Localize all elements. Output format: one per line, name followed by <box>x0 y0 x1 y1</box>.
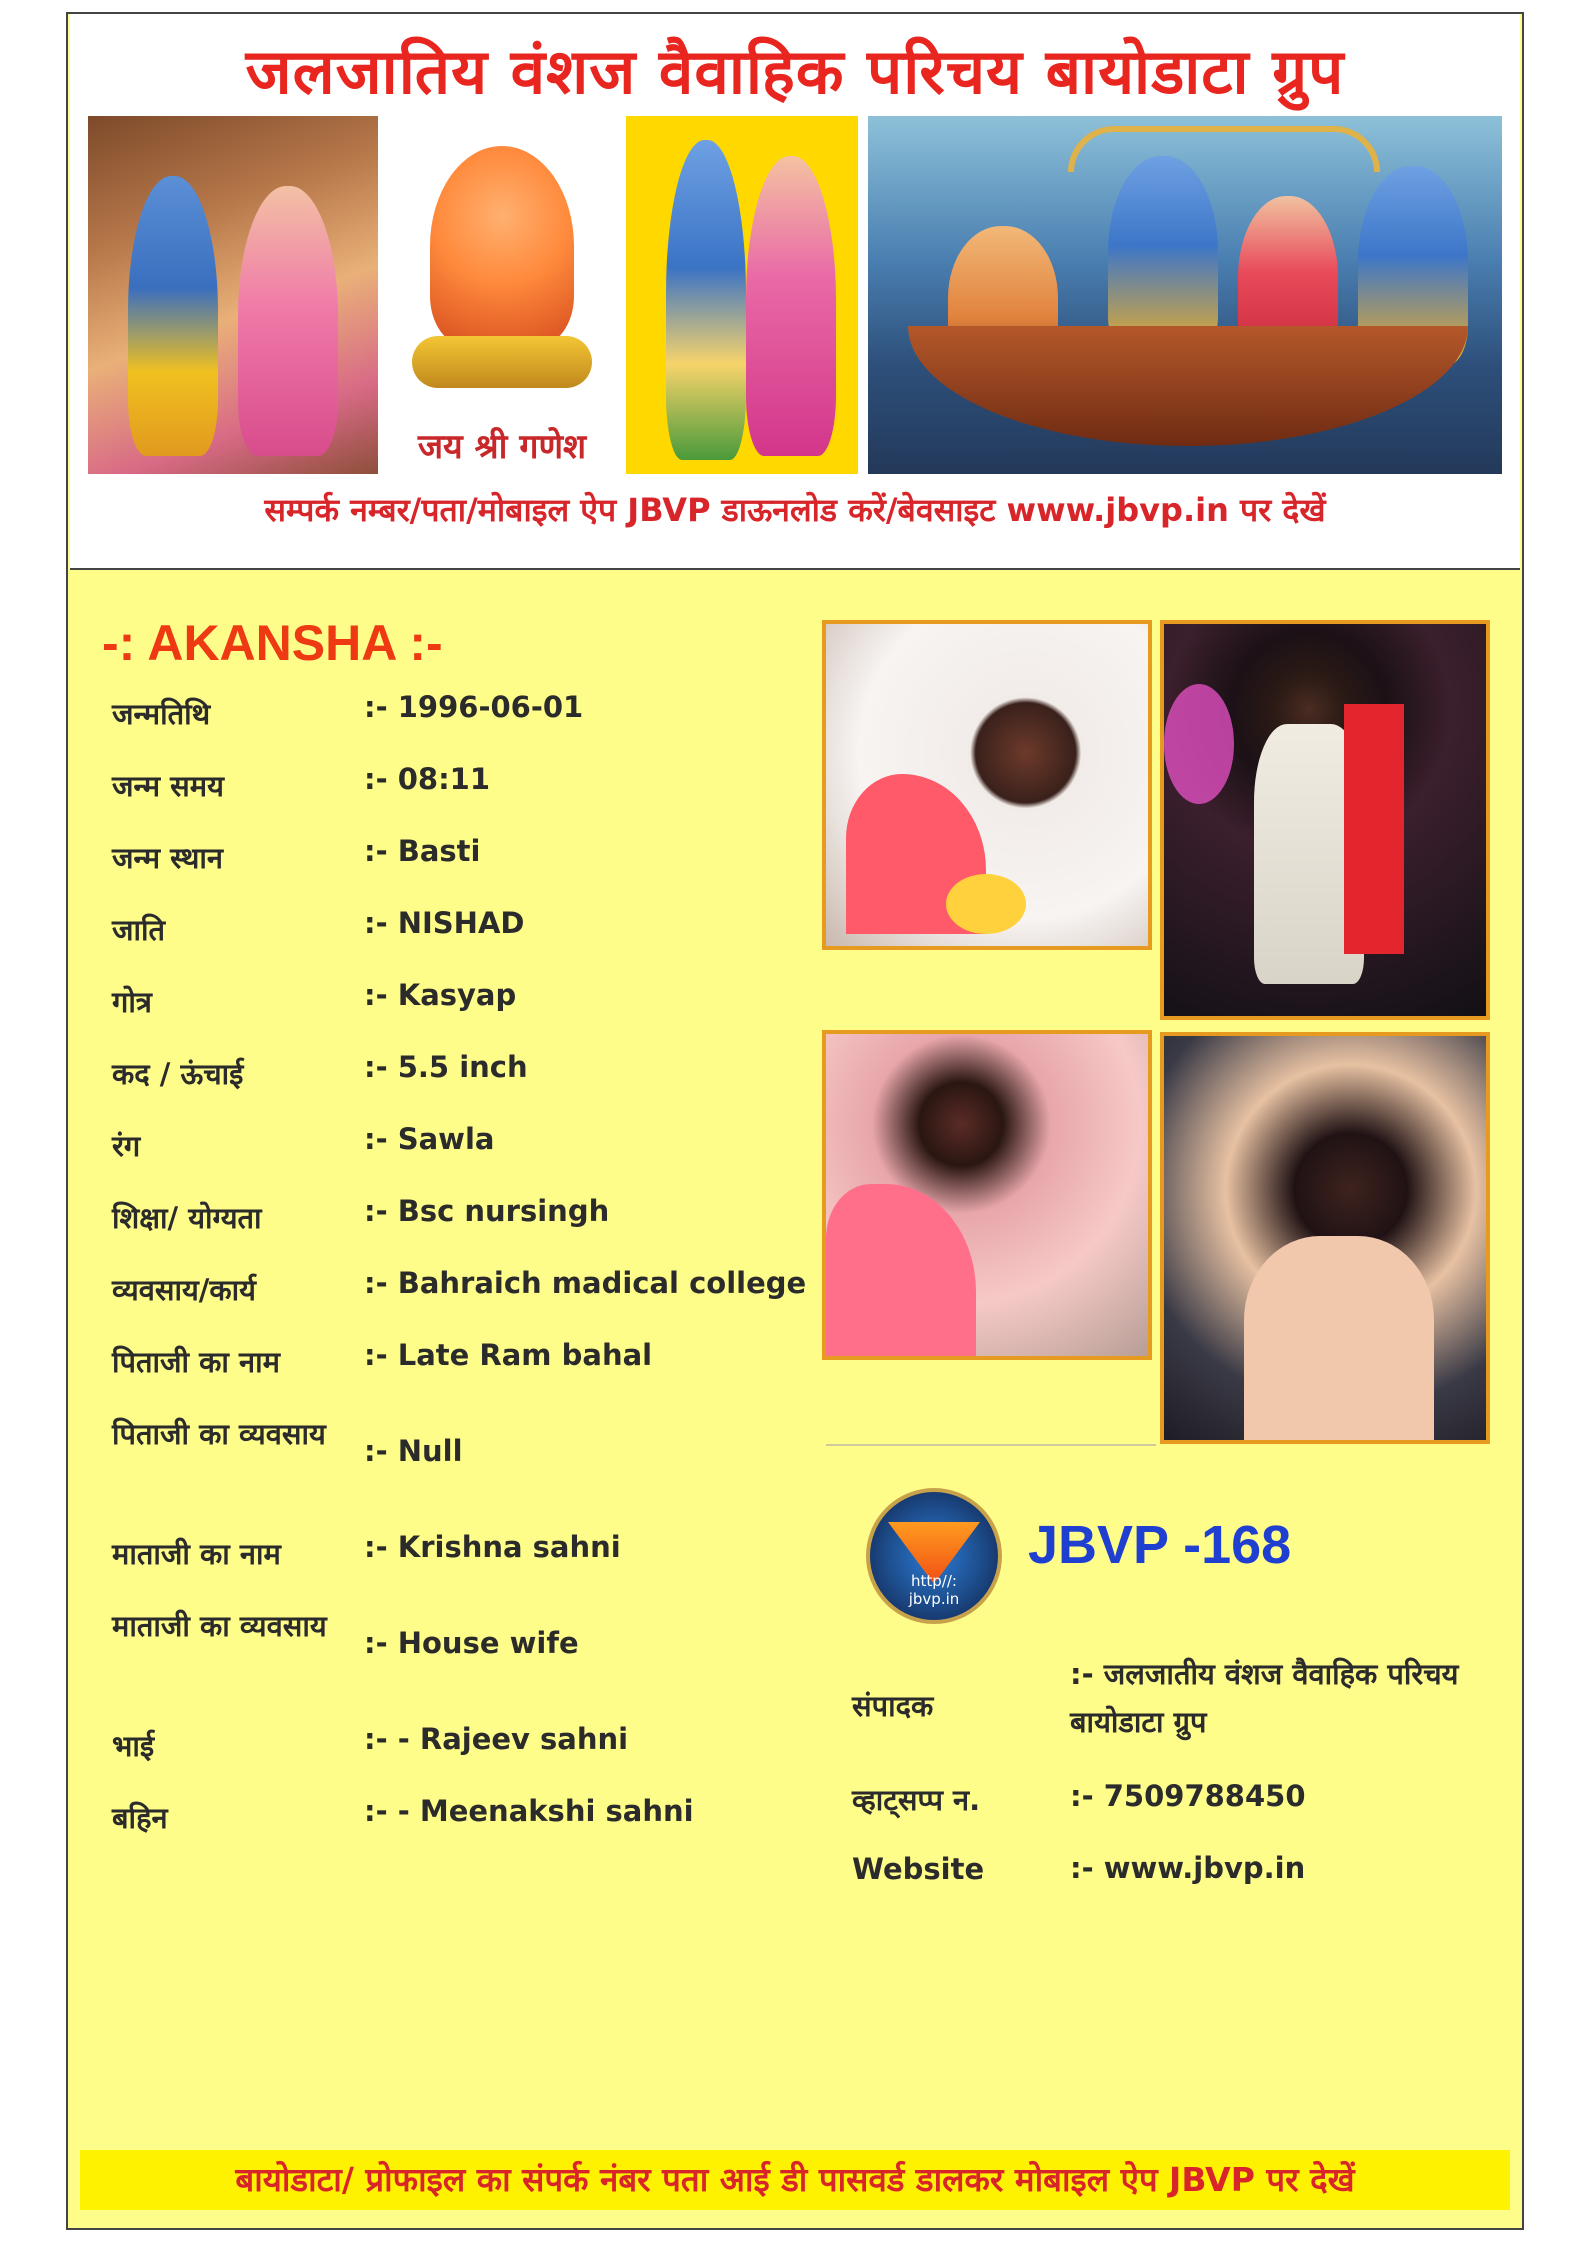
detail-label: गोत्र <box>112 985 152 1019</box>
detail-value: :- - Meenakshi sahni <box>364 1794 694 1828</box>
detail-value: :- Late Ram bahal <box>364 1338 653 1372</box>
detail-value: :- - Rajeev sahni <box>364 1722 629 1756</box>
detail-value: :- Kasyap <box>364 978 517 1012</box>
detail-label: भाई <box>112 1729 155 1763</box>
website-label: Website <box>852 1852 985 1886</box>
detail-label: बहिन <box>112 1801 168 1835</box>
detail-label: रंग <box>112 1129 141 1163</box>
group-title: जलजातिय वंशज वैवाहिक परिचय बायोडाटा ग्रुप <box>245 35 1345 108</box>
contact-subtitle: सम्पर्क नम्बर/पता/मोबाइल ऐप JBVP डाऊनलोड करें/बेवसाइट www.jbvp.in पर देखें <box>264 491 1326 529</box>
detail-value: :- NISHAD <box>364 906 525 940</box>
detail-value: :- Basti <box>364 834 481 868</box>
detail-label: कद / ऊंचाई <box>112 1057 244 1091</box>
detail-label: पिताजी का व्यवसाय <box>112 1417 326 1451</box>
detail-value: :- 5.5 inch <box>364 1050 528 1084</box>
editor-label: संपादक <box>852 1689 934 1723</box>
ganesh-caption: जय श्री गणेश <box>417 427 587 467</box>
profile-id: JBVP -168 <box>1028 1515 1292 1575</box>
ram-sita-yellow-image <box>626 116 858 474</box>
profile-photo-3 <box>822 1030 1152 1360</box>
boat-scene-image <box>868 116 1502 474</box>
profile-photo-2 <box>1160 620 1490 1020</box>
detail-value: :- Bahraich madical college <box>364 1266 807 1300</box>
detail-value: :- Null <box>364 1434 463 1468</box>
whatsapp-number: :- 7509788450 <box>1070 1779 1306 1813</box>
website-value: :- www.jbvp.in <box>1070 1851 1306 1885</box>
detail-label: जन्म समय <box>112 769 224 803</box>
profile-photo-1 <box>822 620 1152 950</box>
footer-banner: बायोडाटा/ प्रोफाइल का संपर्क नंबर पता आई डी पासवर्ड डालकर मोबाइल ऐप JBVP पर देखें <box>80 2150 1510 2210</box>
detail-value: :- 1996-06-01 <box>364 690 584 724</box>
detail-label: जाति <box>112 913 166 947</box>
detail-label: शिक्षा/ योग्यता <box>112 1201 262 1235</box>
detail-label: जन्म स्थान <box>112 841 224 875</box>
profile-photo-4 <box>1160 1032 1490 1444</box>
whatsapp-label: व्हाट्सप्प न. <box>852 1783 981 1817</box>
editor-value: :- जलजातीय वंशज वैवाहिक परिचय बायोडाटा ग्रुप <box>1070 1657 1459 1739</box>
detail-value: :- 08:11 <box>364 762 491 796</box>
detail-value: :- House wife <box>364 1626 579 1660</box>
detail-label: माताजी का नाम <box>112 1537 281 1571</box>
jbvp-logo <box>866 1488 1002 1624</box>
detail-label: माताजी का व्यवसाय <box>112 1609 327 1643</box>
detail-value: :- Sawla <box>364 1122 495 1156</box>
header-image-strip <box>88 116 1502 474</box>
detail-label: जन्मतिथि <box>112 697 211 731</box>
section-divider <box>826 1444 1156 1446</box>
ganesh-image <box>388 116 616 474</box>
candidate-name: -: AKANSHA :- <box>102 615 443 671</box>
detail-label: पिताजी का नाम <box>112 1345 280 1379</box>
header-banner <box>70 14 1520 570</box>
detail-label: व्यवसाय/कार्य <box>112 1273 256 1307</box>
logo-text: http//: jbvp.in <box>908 1572 960 1608</box>
detail-value: :- Krishna sahni <box>364 1530 621 1564</box>
detail-value: :- Bsc nursingh <box>364 1194 610 1228</box>
ram-sita-image <box>88 116 378 474</box>
